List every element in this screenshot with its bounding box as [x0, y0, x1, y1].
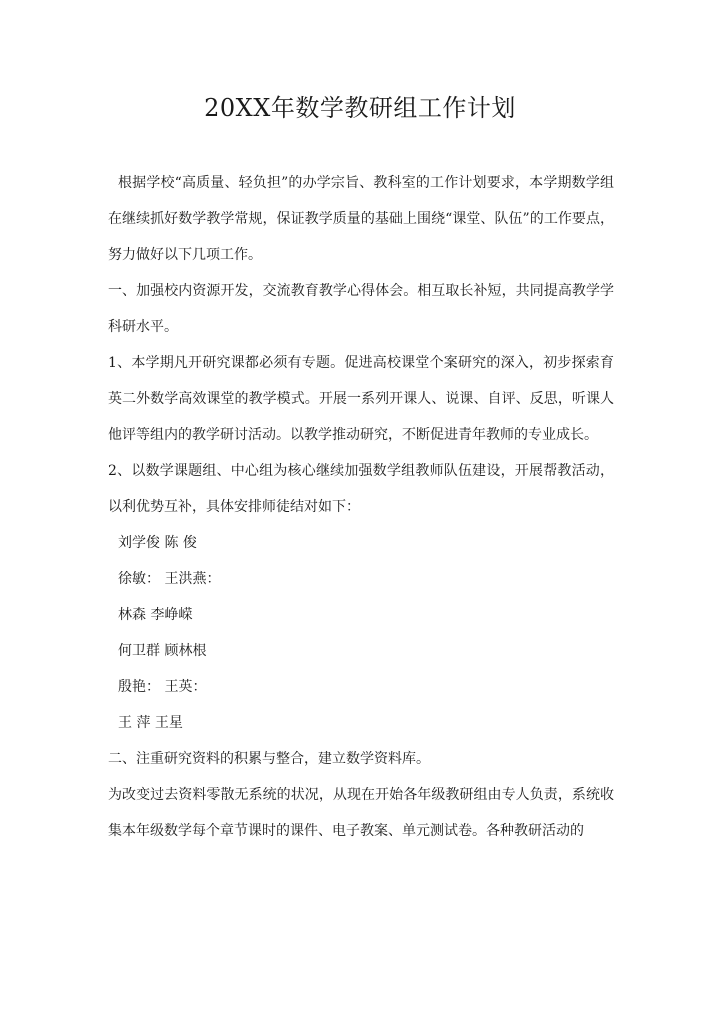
mentor-pair: 王 萍 王星: [118, 715, 183, 731]
item-two-paragraph: 2、以数学课题组、中心组为核心继续加强数学组教师队伍建设，开展帮教活动，以利优势互补，具体安排师徒结对如下：: [108, 463, 614, 515]
mentor-pair: 刘学俊 陈 俊: [118, 535, 197, 551]
mentor-pair: 殷艳： 王英：: [118, 679, 207, 695]
document-body: [108, 165, 614, 849]
mentor-pair: 林森 李峥嵘: [118, 607, 193, 623]
section-one-heading: 一、加强校内资源开发，交流教育教学心得体会。相互取长补短，共同提高教学学科研水平。: [108, 283, 614, 335]
item-one-paragraph: 1、本学期凡开研究课都必须有专题。促进高校课堂个案研究的深入，初步探索育英二外数学高效课堂的教学模式。开展一系列开课人、说课、自评、反思，听课人他评等组内的教学研讨活动。以教学推动研究，不断促进青年教师的专业成长。: [108, 355, 614, 443]
section-two-heading: 二、注重研究资料的积累与整合，建立数学资料库。: [108, 751, 430, 767]
mentor-pair: 徐敏： 王洪燕：: [118, 571, 221, 587]
intro-paragraph: 根据学校“高质量、轻负担”的办学宗旨、教科室的工作计划要求，本学期数学组在继续抓好数学教学常规，保证教学质量的基础上围绕“课堂、队伍”的工作要点，努力做好以下几项工作。: [108, 175, 614, 263]
document-title: 20XX年数学教研组工作计划: [204, 94, 516, 122]
mentor-pair: 何卫群 顾林根: [118, 643, 207, 659]
section-two-paragraph: 为改变过去资料零散无系统的状况，从现在开始各年级教研组由专人负责，系统收集本年级数学每个章节课时的课件、电子教案、单元测试卷。各种教研活动的: [108, 787, 614, 839]
